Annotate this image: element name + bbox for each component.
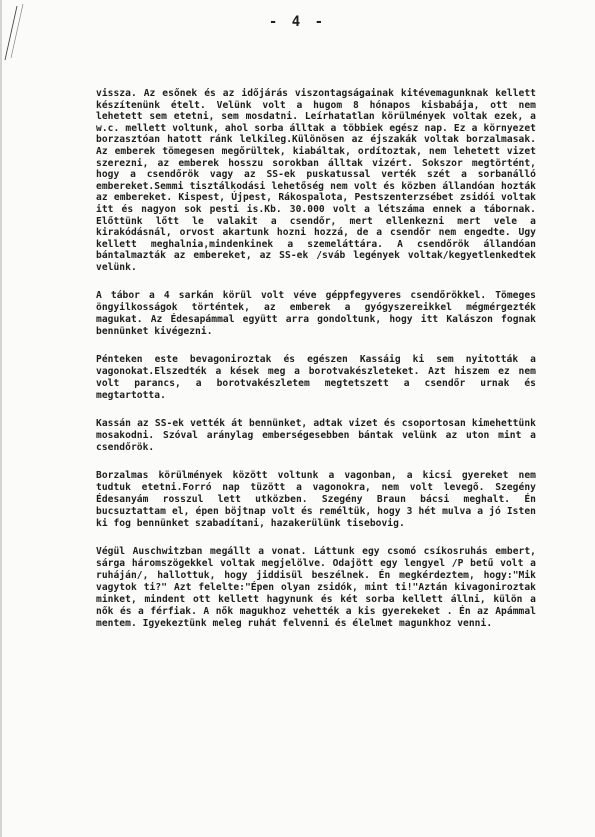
paragraph-auschwitz-arrival: Végül Auschwitzban megállt a vonat. Láttunk egy csomó csíkosruhás embert, sárga háromszögekkel voltak megjelölve. Odajött egy lengyel /P betű volt a ruháján/, hallottuk, hogy jiddisül beszélnek. Én megkérdeztem, hogy:"Mik vagytok ti?" Azt felelte:"Épen olyan zsidók, mint ti!"Aztán kivagoniroztak minket, mindent ott kellett hagynunk és két sorba kellett állni, külön a nők és a férfiak. A nők magukhoz vehették a kis gyerekeket . Én az Apámmal mentem. Igyekeztünk meleg ruhát felvenni és élelmet magunkhoz venni. (96, 545, 536, 629)
page-edge-marks (0, 0, 40, 837)
paragraph-wagon-conditions: Borzalmas körülmények között voltunk a vagonban, a kicsi gyereket nem tudtuk etetni.Forró nap tüzött a vagonokra, nem volt levegő. Szegény Édesanyám rosszul lett utközben. Szegény Braun bácsi meghalt. Én bucsuztattam el, épen böjtnap volt és reméltük, hogy 3 hét mulva a jó Isten ki fog bennünket szabadítani, hazakerülünk tisebovig. (96, 469, 536, 529)
paragraph-camp-guards: A tábor a 4 sarkán körül volt véve géppfegyveres csendőrökkel. Tömeges öngyilkosságok történtek, az emberek a gyógyszereikkel mégmérgezték magukat. Az Édesapámmal együtt arra gondoltunk, hogy itt Kalászon fognak bennünket kivégezni. (96, 289, 536, 337)
paragraph-deportation-friday: Pénteken este bevagoniroztak és egészen Kassáig ki sem nyitották a vagonokat.Elszedték a kések meg a borotvakészleteket. Azt hiszem ez nem volt parancs, a borotvakészletem megtetszett a csendőr urnak és megtartotta. (96, 353, 536, 401)
paragraph-kassa: Kassán az SS-ek vették át bennünket, adtak vizet és csoportosan kimehettünk mosakodni. Szóval aránylag emberségesebben bántak velünk az uton mint a csendőrök. (96, 417, 536, 453)
page-number: - 4 - (268, 14, 327, 30)
document-body (96, 88, 536, 646)
paragraph-camp-conditions: vissza. Az esőnek és az időjárás viszontagságainak kitévemagunknak kellett készítenünk ételt. Velünk volt a hugom 8 hónapos kisbabája, ott nem lehetett sem etetni, sem mosdatni. Leírhatatlan körülmények voltak ezek, a w.c. mellett voltunk, ahol sorba álltak a többiek egész nap. Ez a környezet borzasztóan hatott ránk lelkileg.Különösen az éjszakák voltak borzalmasak. Az emberek tömegesen megőrültek, kiabáltak, ordítoztak, nem lehetett vizet szerezni, az emberek hosszu sorokban álltak vizért. Sokszor megtörtént, hogy a csendőrök vagy az SS-ek puskatussal verték szét a sorbanálló embereket.Semmi tisztálkodási lehetőség nem volt és közben állandóan hozták az embereket. Kispest, Újpest, Rákospalota, Pestszenterzsébet zsidói voltak itt és nagyon sok pesti is.Kb. 30.000 volt a létszáma ennek a tábornak. Előttünk lőtt le valakit a csendőr, mert ellenkezni mert vele a kirakódásnál, orvost akartunk hozni hozzá, de a csendőr nem engedte. Ugy kellett meghalnia,mindenkinek a szemeláttára. A csendőrök állandóan bántalmazták az embereket, az SS-ek /sváb legények voltak/kegyetlenkedtek velünk. (96, 88, 536, 273)
